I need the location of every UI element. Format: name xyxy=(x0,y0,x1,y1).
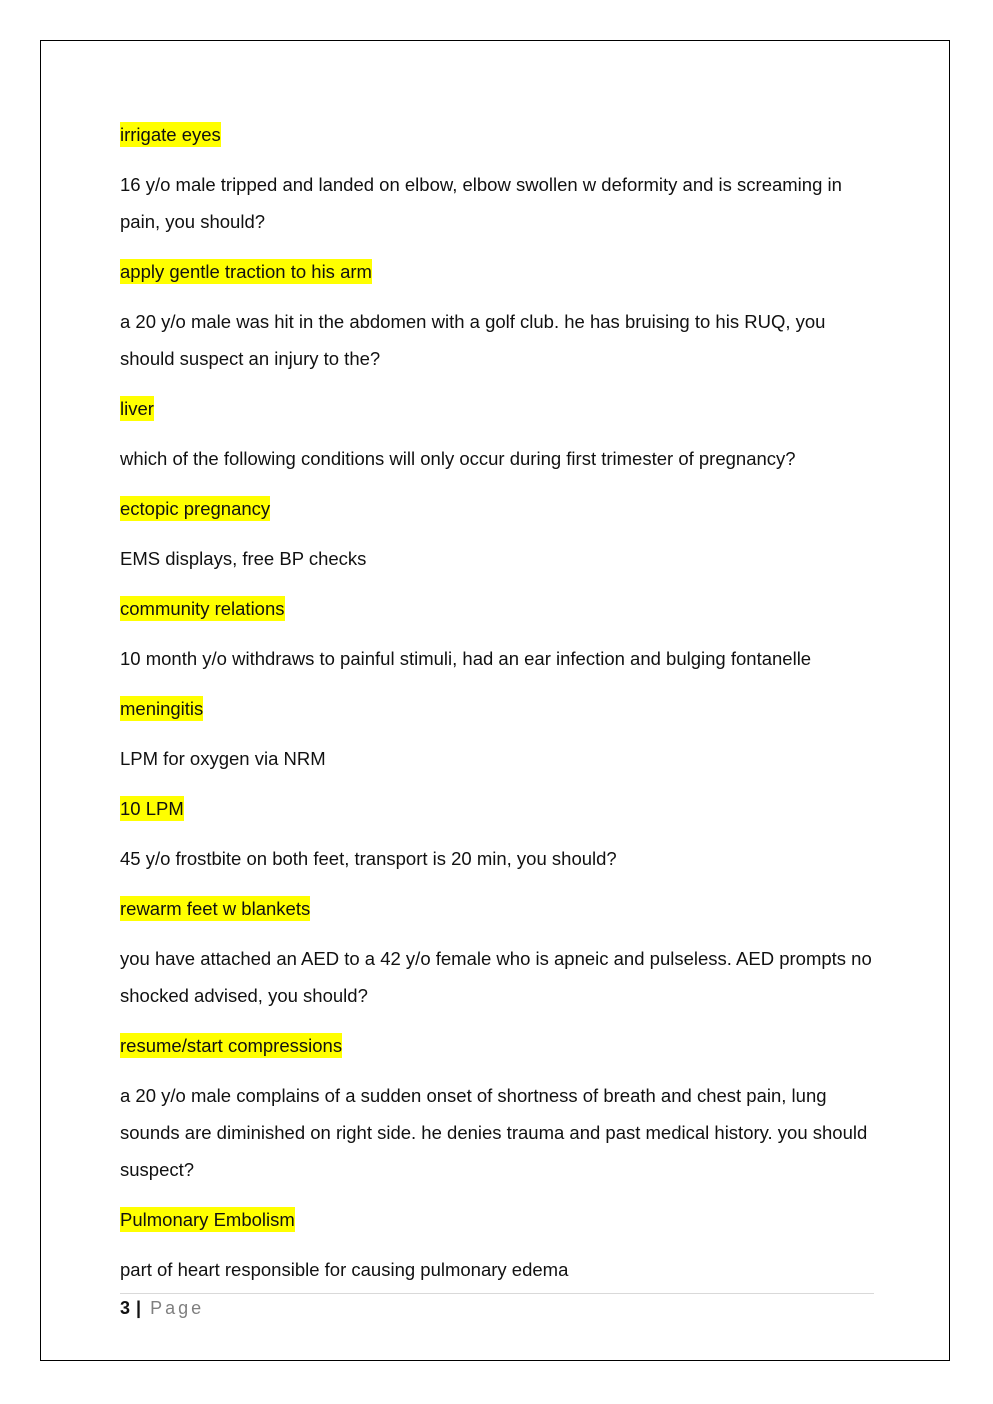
document-body xyxy=(120,116,880,1301)
question-text: which of the following conditions will only occur during first trimester of pregnancy? xyxy=(120,448,796,469)
footer-divider xyxy=(120,1293,874,1294)
highlighted-answer: community relations xyxy=(120,598,285,619)
highlighted-answer: 10 LPM xyxy=(120,798,184,819)
question-text: 10 month y/o withdraws to painful stimuli, had an ear infection and bulging fontanelle xyxy=(120,648,812,669)
page-number: 3 xyxy=(120,1298,131,1318)
question-text: LPM for oxygen via NRM xyxy=(120,748,326,769)
question-text: 45 y/o frostbite on both feet, transport is 20 min, you should? xyxy=(120,848,617,869)
question-text: part of heart responsible for causing pulmonary edema xyxy=(120,1259,569,1280)
question-text: a 20 y/o male complains of a sudden onset of shortness of breath and chest pain, lung sounds are diminished on right side. he denies trauma and past medical history. you should suspect? xyxy=(120,1085,868,1180)
question-text: EMS displays, free BP checks xyxy=(120,548,367,569)
question-text: a 20 y/o male was hit in the abdomen with a golf club. he has bruising to his RUQ, you should suspect an injury to the? xyxy=(120,311,826,369)
highlighted-answer: ectopic pregnancy xyxy=(120,498,271,519)
page-separator: | xyxy=(136,1298,142,1318)
highlighted-answer: Pulmonary Embolism xyxy=(120,1209,295,1230)
highlighted-answer: liver xyxy=(120,398,154,419)
highlighted-answer: resume/start compressions xyxy=(120,1035,343,1056)
question-text: you have attached an AED to a 42 y/o female who is apneic and pulseless. AED prompts no shocked advised, you should? xyxy=(120,948,872,1006)
page-footer xyxy=(120,1296,204,1320)
question-text: 16 y/o male tripped and landed on elbow, elbow swollen w deformity and is screaming in pain, you should? xyxy=(120,174,842,232)
highlighted-answer: apply gentle traction to his arm xyxy=(120,261,372,282)
highlighted-answer: rewarm feet w blankets xyxy=(120,898,311,919)
highlighted-answer: irrigate eyes xyxy=(120,124,221,145)
page-label: Page xyxy=(150,1298,205,1318)
highlighted-answer: meningitis xyxy=(120,698,204,719)
